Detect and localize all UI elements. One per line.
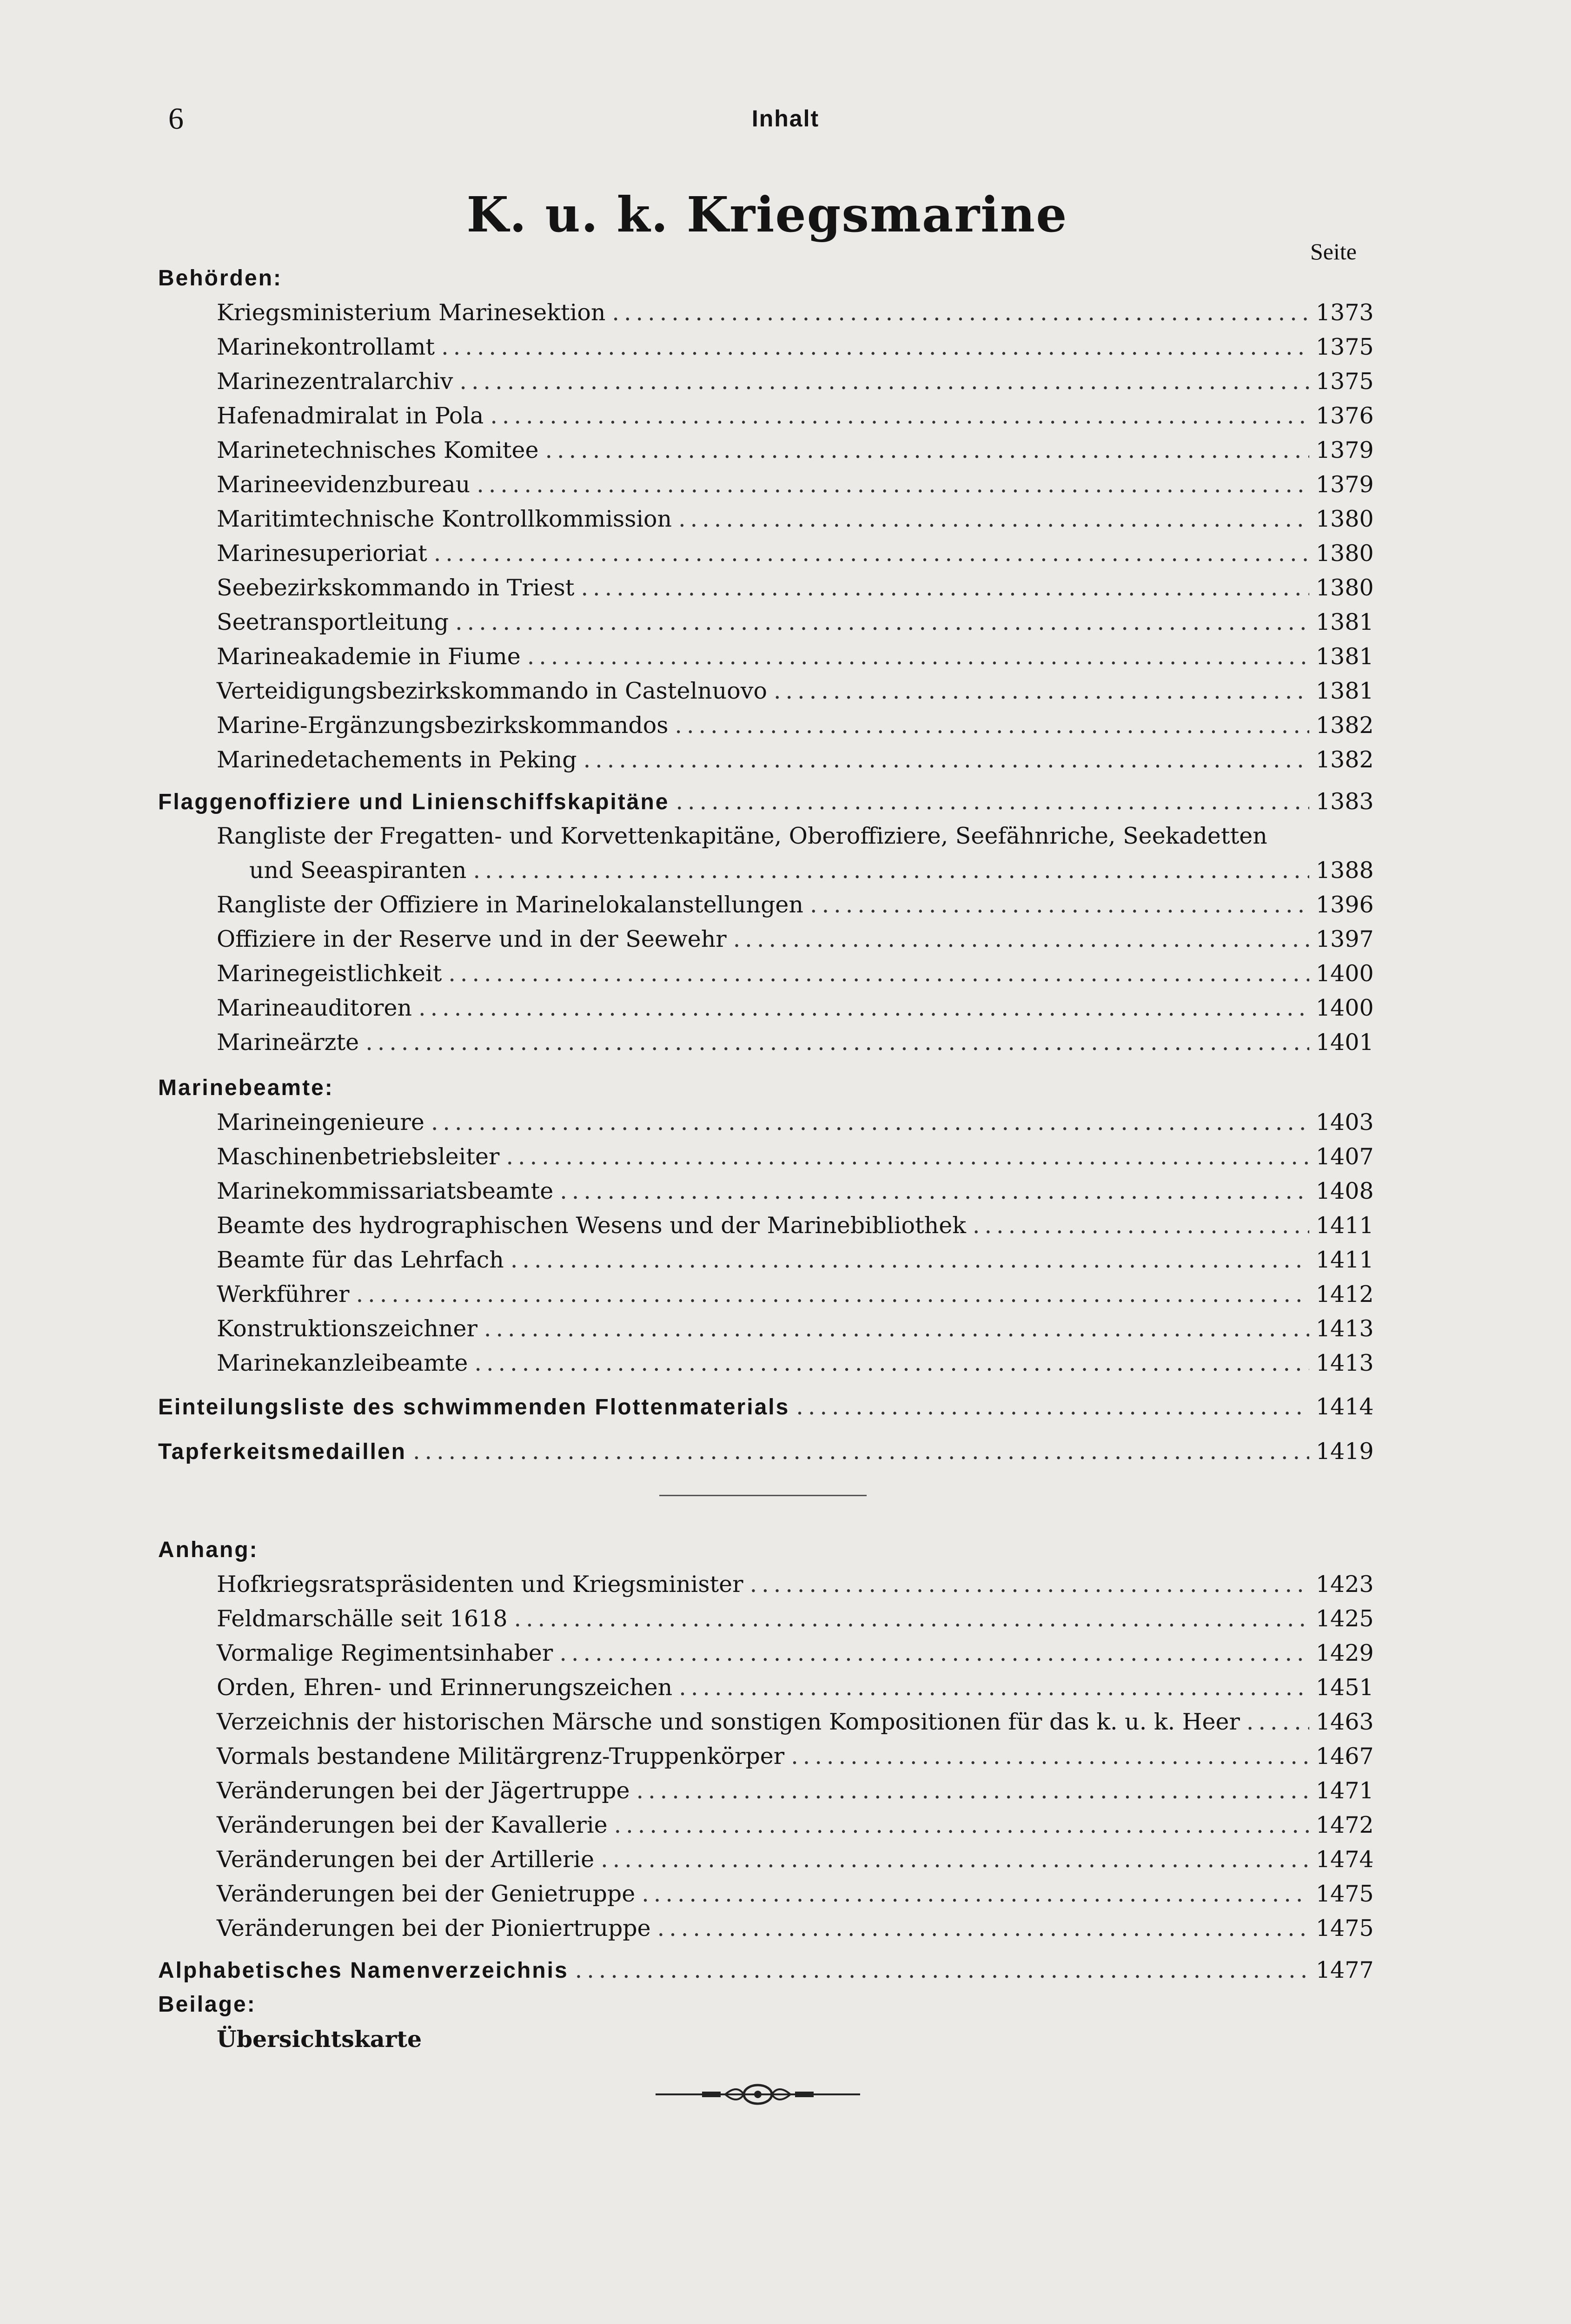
toc-entry-label: Beamte für das Lehrfach xyxy=(217,1247,504,1273)
toc-entry-page: 1474 xyxy=(1316,1846,1374,1873)
toc-entry-page: 1411 xyxy=(1316,1247,1374,1273)
toc-entry xyxy=(217,1877,1372,1911)
toc-entry-label: Werkführer xyxy=(217,1281,350,1307)
toc-entry-page: 1423 xyxy=(1316,1571,1374,1598)
leader-dots xyxy=(642,1877,1309,1911)
toc-entry-label: Marinekommissariatsbeamte xyxy=(217,1178,554,1204)
toc-entry xyxy=(217,1636,1372,1670)
toc-entry-label: Marinekanzleibeamte xyxy=(217,1350,468,1376)
leader-dots xyxy=(678,502,1309,536)
toc-section-heading xyxy=(158,1533,1372,1567)
leader-dots xyxy=(545,433,1309,468)
leader-dots xyxy=(560,1174,1309,1208)
leader-dots xyxy=(810,888,1309,922)
toc-section-entry xyxy=(158,1953,1372,1987)
toc-entry-label: Marineakademie in Fiume xyxy=(217,643,521,670)
page-number: 6 xyxy=(168,102,184,136)
toc-entry xyxy=(217,1774,1372,1808)
toc-entry-label: Marinekontrollamt xyxy=(217,334,435,360)
leader-dots xyxy=(614,1808,1309,1842)
toc-entry-label: Marinedetachements in Peking xyxy=(217,746,577,773)
toc-section-entry xyxy=(158,1390,1372,1424)
toc-entry-label: Maschinenbetriebsleiter xyxy=(217,1143,500,1170)
toc-entry-label: Rangliste der Offiziere in Marinelokalanstellungen xyxy=(217,891,803,918)
toc-entry xyxy=(217,536,1372,571)
toc-entry-page: 1401 xyxy=(1316,1029,1374,1056)
toc-entry-page: 1375 xyxy=(1316,334,1374,360)
toc-entry xyxy=(217,1025,1372,1060)
toc-entry-page: 1382 xyxy=(1316,712,1374,739)
toc-entry-page: 1463 xyxy=(1316,1709,1374,1735)
toc-entry-page: 1419 xyxy=(1316,1438,1374,1465)
toc-entry-label: Verteidigungsbezirkskommando in Castelnuovo xyxy=(217,678,767,704)
leader-dots xyxy=(477,468,1309,502)
toc-entry-page: 1414 xyxy=(1316,1393,1374,1420)
toc-entry xyxy=(217,991,1372,1025)
toc-entry-page: 1400 xyxy=(1316,995,1374,1021)
page-column-label: Seite xyxy=(1310,238,1357,264)
toc-entry-label: Marineevidenzbureau xyxy=(217,471,471,498)
toc-entry-label: Veränderungen bei der Genietruppe xyxy=(217,1881,636,1907)
toc-entry xyxy=(217,364,1372,399)
toc-entry xyxy=(217,1140,1372,1174)
toc-entry-page: 1380 xyxy=(1316,540,1374,567)
leader-dots xyxy=(733,922,1309,957)
toc-entry-page: 1403 xyxy=(1316,1109,1374,1136)
toc-entry-page: 1407 xyxy=(1316,1143,1374,1170)
toc-entry-page: 1381 xyxy=(1316,643,1374,670)
toc-entry-label: Marineärzte xyxy=(217,1029,359,1056)
toc-entry xyxy=(217,296,1372,330)
toc-entry xyxy=(217,1243,1372,1277)
toc-entry-page: 1380 xyxy=(1316,574,1374,601)
toc-entry xyxy=(217,1346,1372,1380)
toc-entry-page: 1380 xyxy=(1316,506,1374,532)
leader-dots xyxy=(791,1739,1309,1774)
toc-entry-page: 1413 xyxy=(1316,1315,1374,1342)
leader-dots xyxy=(510,1243,1309,1277)
toc-entry xyxy=(217,571,1372,605)
leader-dots xyxy=(581,571,1309,605)
toc-entry-page: 1400 xyxy=(1316,960,1374,987)
leader-dots xyxy=(434,536,1309,571)
leader-dots xyxy=(559,1636,1309,1670)
leader-dots xyxy=(636,1774,1309,1808)
toc-entry-label: Seetransportleitung xyxy=(217,609,449,635)
toc-entry-page: 1412 xyxy=(1316,1281,1374,1307)
toc-entry xyxy=(217,708,1372,743)
toc-entry-label: Marinetechnisches Komitee xyxy=(217,437,539,463)
toc-entry-page: 1376 xyxy=(1316,403,1374,429)
toc-entry xyxy=(217,433,1372,468)
toc-section-heading xyxy=(158,1071,1372,1105)
toc-entry-label: Beamte des hydrographischen Wesens und der Marinebibliothek xyxy=(217,1212,966,1239)
leader-dots xyxy=(973,1208,1309,1243)
leader-dots xyxy=(413,1434,1309,1469)
toc-entry-page: 1382 xyxy=(1316,746,1374,773)
toc-entry xyxy=(217,819,1372,853)
running-head: Inhalt xyxy=(751,106,820,132)
leader-dots xyxy=(441,330,1309,364)
toc-entry xyxy=(217,743,1372,777)
toc-entry-label: Vormals bestandene Militärgrenz-Truppenkörper xyxy=(217,1743,785,1769)
toc-entry-label: Marinebeamte: xyxy=(158,1076,334,1100)
leader-dots xyxy=(601,1842,1309,1877)
leader-dots xyxy=(455,605,1309,640)
toc-entry-label: Vormalige Regimentsinhaber xyxy=(217,1640,553,1666)
leader-dots xyxy=(675,708,1309,743)
toc-entry-label: Marinegeistlichkeit xyxy=(217,960,442,987)
toc-entry xyxy=(217,1705,1372,1739)
toc-entry-page: 1475 xyxy=(1316,1915,1374,1941)
leader-dots xyxy=(676,785,1309,819)
toc-entry-label: Konstruktionszeichner xyxy=(217,1315,477,1342)
leader-dots xyxy=(514,1602,1309,1636)
toc-entry-label: Marineingenieure xyxy=(217,1109,424,1136)
toc-entry xyxy=(217,1602,1372,1636)
leader-dots xyxy=(796,1390,1309,1424)
toc-entry-page: 1397 xyxy=(1316,926,1374,952)
toc-entry-page: 1451 xyxy=(1316,1674,1374,1701)
leader-dots xyxy=(527,640,1309,674)
ornament-divider xyxy=(656,2080,860,2108)
toc-entry-label: Marine-Ergänzungsbezirkskommandos xyxy=(217,712,669,739)
toc-entry xyxy=(217,674,1372,708)
toc-entry-label: Einteilungsliste des schwimmenden Flottenmaterials xyxy=(158,1395,790,1419)
section-divider xyxy=(659,1495,867,1496)
toc-entry-page: 1413 xyxy=(1316,1350,1374,1376)
toc-entry xyxy=(217,957,1372,991)
toc-section-entry xyxy=(158,785,1372,819)
toc-entry-label: Hafenadmiralat in Pola xyxy=(217,403,484,429)
toc-entry xyxy=(217,1739,1372,1774)
leader-dots xyxy=(418,991,1309,1025)
leader-dots xyxy=(356,1277,1309,1312)
toc-entry xyxy=(217,1567,1372,1602)
toc-entry-label: Orden, Ehren- und Erinnerungszeichen xyxy=(217,1674,673,1701)
leader-dots xyxy=(612,296,1309,330)
toc-entry-label: und Seeaspiranten xyxy=(249,857,467,884)
toc-entry-label: Hofkriegsratspräsidenten und Kriegsminister xyxy=(217,1571,743,1598)
toc-entry xyxy=(217,922,1372,957)
toc-entry-page: 1379 xyxy=(1316,471,1374,498)
toc-entry-label: Verzeichnis der historischen Märsche und sonstigen Kompositionen für das k. u. k. Heer xyxy=(217,1709,1240,1735)
toc-entry xyxy=(217,1842,1372,1877)
toc-entry xyxy=(217,1174,1372,1208)
toc-entry-page: 1471 xyxy=(1316,1777,1374,1804)
leader-dots xyxy=(750,1567,1309,1602)
toc-entry xyxy=(217,1808,1372,1842)
toc-entry-label: Veränderungen bei der Pioniertruppe xyxy=(217,1915,651,1941)
toc-entry-label: Offiziere in der Reserve und in der Seewehr xyxy=(217,926,727,952)
leader-dots xyxy=(774,674,1309,708)
toc-entry-label: Marineauditoren xyxy=(217,995,412,1021)
toc-entry xyxy=(217,640,1372,674)
toc-entry-label: Rangliste der Fregatten- und Korvettenkapitäne, Oberoffiziere, Seefähnriche, Seekadetten xyxy=(217,823,1267,849)
toc-entry xyxy=(217,330,1372,364)
toc-entry-label: Beilage: xyxy=(158,1992,256,2017)
leader-dots xyxy=(575,1953,1309,1987)
leader-dots xyxy=(583,743,1309,777)
toc-entry xyxy=(217,1670,1372,1705)
toc-entry-label: Alphabetisches Namenverzeichnis xyxy=(158,1958,569,1983)
toc-entry-label: Übersichtskarte xyxy=(217,2026,422,2053)
toc-entry-page: 1472 xyxy=(1316,1812,1374,1838)
leader-dots xyxy=(459,364,1309,399)
toc-entry-label: Tapferkeitsmedaillen xyxy=(158,1439,406,1464)
toc-entry xyxy=(217,1105,1372,1140)
toc-entry-page: 1411 xyxy=(1316,1212,1374,1239)
toc-entry xyxy=(217,2022,1372,2056)
toc-section-entry xyxy=(158,1434,1372,1469)
toc-entry-page: 1373 xyxy=(1316,299,1374,326)
toc-entry-page: 1379 xyxy=(1316,437,1374,463)
toc-entry-page: 1408 xyxy=(1316,1178,1374,1204)
toc-entry-label: Veränderungen bei der Kavallerie xyxy=(217,1812,608,1838)
toc-entry-page: 1381 xyxy=(1316,678,1374,704)
page-title: K. u. k. Kriegsmarine xyxy=(466,186,1068,243)
leader-dots xyxy=(431,1105,1309,1140)
toc-entry-label: Veränderungen bei der Artillerie xyxy=(217,1846,595,1873)
toc-entry-label: Seebezirkskommando in Triest xyxy=(217,574,575,601)
toc-entry-page: 1429 xyxy=(1316,1640,1374,1666)
leader-dots xyxy=(474,1346,1309,1380)
leader-dots xyxy=(679,1670,1309,1705)
toc-entry xyxy=(249,853,1372,888)
leader-dots xyxy=(490,399,1309,433)
toc-entry xyxy=(217,1312,1372,1346)
leader-dots xyxy=(484,1312,1309,1346)
leader-dots xyxy=(448,957,1309,991)
toc-entry xyxy=(217,888,1372,922)
toc-entry-label: Kriegsministerium Marinesektion xyxy=(217,299,606,326)
toc-entry-page: 1467 xyxy=(1316,1743,1374,1769)
toc-entry-label: Maritimtechnische Kontrollkommission xyxy=(217,506,672,532)
toc-entry-page: 1477 xyxy=(1316,1957,1374,1983)
toc-entry xyxy=(217,605,1372,640)
leader-dots xyxy=(473,853,1309,888)
toc-entry-page: 1388 xyxy=(1316,857,1374,884)
toc-entry xyxy=(217,468,1372,502)
toc-entry-page: 1425 xyxy=(1316,1605,1374,1632)
toc-section-heading xyxy=(158,261,1372,296)
toc-entry-label: Veränderungen bei der Jägertruppe xyxy=(217,1777,630,1804)
toc-entry-label: Feldmarschälle seit 1618 xyxy=(217,1605,508,1632)
toc-entry-label: Marinezentralarchiv xyxy=(217,368,453,395)
leader-dots xyxy=(657,1911,1309,1946)
leader-dots xyxy=(1246,1705,1309,1739)
toc-entry-page: 1383 xyxy=(1316,788,1374,815)
leader-dots xyxy=(365,1025,1309,1060)
toc-entry xyxy=(217,502,1372,536)
toc-entry-page: 1375 xyxy=(1316,368,1374,395)
toc-entry-page: 1381 xyxy=(1316,609,1374,635)
toc-entry xyxy=(217,1208,1372,1243)
toc-entry-label: Flaggenoffiziere und Linienschiffskapitäne xyxy=(158,790,669,814)
toc-entry-page: 1396 xyxy=(1316,891,1374,918)
toc-entry-label: Marinesuperioriat xyxy=(217,540,427,567)
toc-entry-label: Behörden: xyxy=(158,266,282,290)
toc-entry-page: 1475 xyxy=(1316,1881,1374,1907)
toc-entry xyxy=(217,1911,1372,1946)
toc-section-heading xyxy=(158,1987,1372,2022)
leader-dots xyxy=(506,1140,1309,1174)
toc-entry xyxy=(217,1277,1372,1312)
toc-entry-label: Anhang: xyxy=(158,1538,259,1562)
toc-entry xyxy=(217,399,1372,433)
